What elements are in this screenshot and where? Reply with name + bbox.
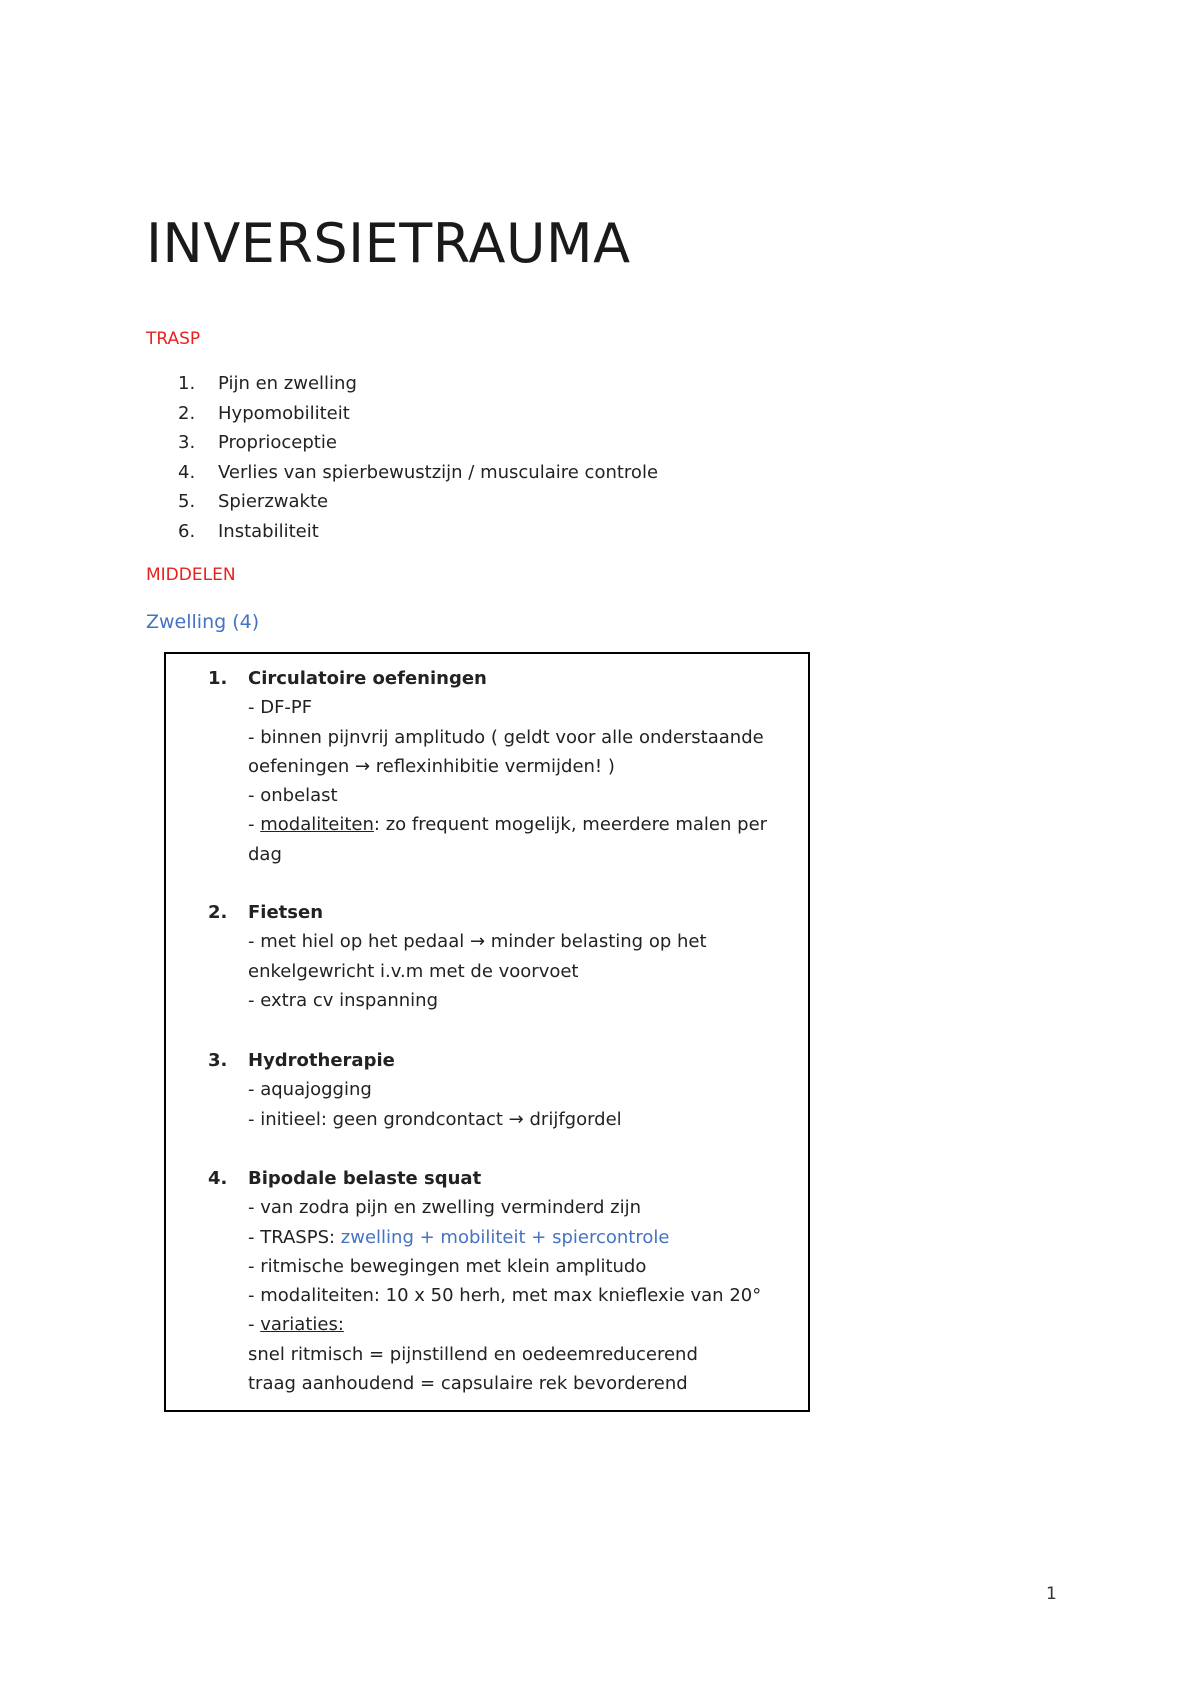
list-number: 4. [178,461,196,483]
list-text: Instabiliteit [218,520,319,542]
exercise-item-circulatoire [208,664,778,869]
line-text: : zo frequent mogelijk, meerdere malen per [373,814,768,836]
line-prefix: - [248,1314,261,1336]
item-line: - ritmische bewegingen met klein amplitudo [248,1255,647,1277]
exercise-box [164,652,810,1412]
underlined-term: modaliteiten [260,814,374,836]
item-line: snel ritmisch = pijnstillend en oedeemreducerend [248,1343,698,1365]
item-number: 4. [208,1168,228,1189]
item-line: - extra cv inspanning [248,989,439,1011]
item-line: oefeningen → reflexinhibitie vermijden! ) [248,755,615,777]
item-heading: Circulatoire oefeningen [248,668,487,689]
item-line: dag [248,843,282,865]
item-number: 2. [208,902,228,923]
list-item [178,458,658,488]
item-line: traag aanhoudend = capsulaire rek bevorderend [248,1373,688,1395]
list-text: Spierzwakte [218,491,329,512]
item-line: - van zodra pijn en zwelling verminderd zijn [248,1197,641,1219]
item-line: - aquajogging [248,1079,372,1101]
list-item [178,517,658,547]
item-number: 3. [208,1050,228,1071]
item-heading: Fietsen [248,902,324,923]
item-line: - initieel: geen grondcontact → drijfgordel [248,1108,622,1130]
exercise-item-hydrotherapie [208,1046,778,1134]
list-number: 2. [178,402,196,424]
list-text: Hypomobiliteit [218,402,350,424]
list-item [178,487,658,517]
list-number: 1. [178,373,196,394]
list-number: 5. [178,491,196,512]
item-line [248,810,778,839]
item-line: - binnen pijnvrij amplitudo ( geldt voor alle onderstaande [248,726,764,748]
list-number: 6. [178,520,196,542]
underlined-term: variaties: [260,1314,344,1336]
list-item [178,428,658,458]
exercise-item-fietsen [208,898,778,1015]
item-number: 1. [208,668,228,689]
page-number: 1 [1046,1584,1057,1604]
trasp-list [178,369,658,546]
list-item [178,369,658,399]
zwelling-heading: Zwelling (4) [146,611,260,633]
middelen-heading: MIDDELEN [146,565,236,585]
line-prefix: - TRASPS: [248,1226,341,1248]
page-title: INVERSIETRAUMA [146,212,631,275]
item-line: - modaliteiten: 10 x 50 herh, met max knieflexie van 20° [248,1285,762,1307]
item-line: - DF-PF [248,697,313,719]
list-text: Verlies van spierbewustzijn / musculaire controle [218,461,659,483]
trasp-heading: TRASP [146,329,201,349]
item-heading: Hydrotherapie [248,1050,395,1071]
highlighted-text: zwelling + mobiliteit + spiercontrole [340,1226,670,1248]
list-text: Proprioceptie [218,432,337,453]
exercise-item-squat [208,1164,778,1398]
item-line: - onbelast [248,785,338,807]
line-prefix: - [248,814,261,836]
item-heading: Bipodale belaste squat [248,1168,482,1189]
list-text: Pijn en zwelling [218,373,357,394]
list-number: 3. [178,432,196,453]
item-line [248,1223,778,1252]
list-item [178,399,658,429]
item-line [248,1310,778,1339]
item-line: - met hiel op het pedaal → minder belasting op het [248,931,707,953]
item-line: enkelgewricht i.v.m met de voorvoet [248,960,579,982]
